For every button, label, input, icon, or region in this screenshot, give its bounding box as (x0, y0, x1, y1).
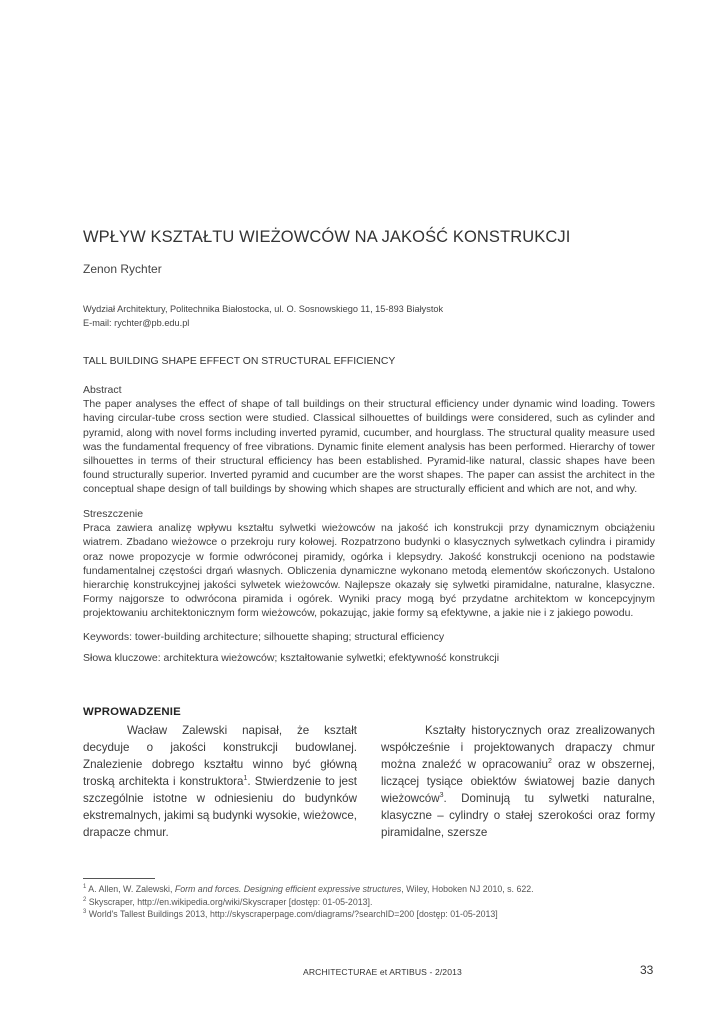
footnotes (83, 883, 683, 921)
footnote-text: Skyscraper, http://en.wikipedia.org/wiki/Skyscraper [dostęp: 01-05-2013]. (86, 896, 373, 907)
page-number: 33 (640, 963, 654, 977)
paper-title: WPŁYW KSZTAŁTU WIEŻOWCÓW NA JAKOŚĆ KONSTRUKCJI (83, 228, 571, 246)
left-paragraph (83, 722, 357, 841)
right-paragraph (381, 722, 655, 841)
streszczenie-section (83, 507, 655, 621)
affiliation-block (83, 302, 663, 330)
footnote-num: 1 (83, 884, 87, 891)
left-text-2: . Stwierdzenie to jest szczególnie istotne w odniesieniu do budynków ekstremalnych, jakimi są budynki wysokie, wieżowce, drapacze chmur. (83, 775, 357, 839)
journal-name: ARCHITECTURAE et ARTIBUS - 2/2013 (303, 967, 462, 977)
footnote-3 (83, 908, 683, 921)
right-text-1: Kształty historycznych oraz zrealizowanych współcześnie i projektowanych drapaczy chmur można znaleźć w opracowaniu (381, 724, 655, 771)
footnote-num: 3 (83, 909, 87, 916)
left-column (83, 722, 357, 841)
footnote-text: , Wiley, Hoboken NJ 2010, s. 622. (401, 884, 534, 894)
author-name: Zenon Rychter (83, 262, 162, 276)
footnote-divider (83, 878, 155, 879)
abstract-label: Abstract (83, 384, 122, 396)
footnote-italic: Form and forces. Designing efficient expressive structures (174, 884, 402, 894)
section-heading: WPROWADZENIE (83, 706, 181, 718)
right-text-3: . Dominują tu sylwetki naturalne, klasyczne – cylindry o stałej szerokości oraz formy piramidalne, szersze (381, 792, 655, 839)
english-title: TALL BUILDING SHAPE EFFECT ON STRUCTURAL EFFICIENCY (83, 356, 396, 367)
slowa-kluczowe: Słowa kluczowe: architektura wieżowców; kształtowanie sylwetki; efektywność konstrukcji (83, 652, 500, 664)
right-text-2: oraz w obszernej, liczącej tysiące obiektów światowej bazie danych wieżowców (381, 758, 655, 805)
footnote-num: 2 (83, 896, 87, 903)
keywords: Keywords: tower-building architecture; silhouette shaping; structural efficiency (83, 631, 445, 643)
footnote-ref-1: 1 (243, 775, 248, 783)
streszczenie-label: Streszczenie (83, 508, 144, 520)
affiliation: Wydział Architektury, Politechnika Białostocka, ul. O. Sosnowskiego 11, 15-893 Białystok (83, 304, 444, 314)
email: E-mail: rychter@pb.edu.pl (83, 318, 190, 328)
footnote-text: World's Tallest Buildings 2013, http://skyscraperpage.com/diagrams/?searchID=200 [dostęp: 01-05-2013] (86, 909, 498, 919)
streszczenie-text: Praca zawiera analizę wpływu kształtu sylwetki wieżowców na jakość ich konstrukcji przy dynamicznym obciążeniu wiatrem. Zbadano wieżowce o przekroju rury kołowej. Rozpatrzono budynki o klasycznych sylwetkach cylindra i piramidy oraz nowe propozycje w formie odwróconej piramidy, ogórka i klepsydry. Jakość konstrukcji oceniono na podstawie fundamentalnej częstości drgań własnych. Obliczenia dynamiczne wykonano metodą elementów skończonych. Ustalono hierarchię konstrukcyjnej jakości sylwetek wieżowców. Najlepsze okazały się sylwetki piramidalne, naturalne, klasyczne. Formy najgorsze to odwrócona piramida i ogórek. Wyniki pracy mogą być przydatne architektom w koncepcyjnym projektowaniu architektonicznym form wieżowców, pokazując, jakie formy są efektywne, a jakie nie i z jakiego powodu. (83, 522, 655, 620)
footnote-ref-3: 3 (439, 792, 444, 800)
footnote-1 (83, 883, 683, 896)
abstract-section (83, 383, 655, 497)
left-text-1: Wacław Zalewski napisał, że kształt decyduje o jakości konstrukcji budowlanej. Znalezienie dobrego kształtu winno być główną troską architekta i konstruktora (83, 724, 357, 788)
right-column (381, 722, 655, 841)
footnote-ref-2: 2 (547, 758, 552, 766)
abstract-text: The paper analyses the effect of shape of tall buildings on their structural efficiency under dynamic wind loading. Towers having circular-tube cross section were studied. Classical silhouettes of buildings were considered, such as cylinder and pyramid, along with novel forms including inverted pyramid, cucumber, and hourglass. The structural quality measure used was the fundamental frequency of free vibrations. Dynamic finite element analysis has been performed. Hierarchy of tower silhouettes in terms of their structural efficiency has been established. Pyramid-like natural, classic shapes have been found structurally superior. Inverted pyramid and cucumber are the worst shapes. The paper can assist the architect in the conceptual shape design of tall buildings by showing which shapes are structurally efficient and which are not, and why. (83, 398, 655, 496)
footnote-text: A. Allen, W. Zalewski, (86, 884, 175, 894)
footnote-2 (83, 896, 683, 909)
